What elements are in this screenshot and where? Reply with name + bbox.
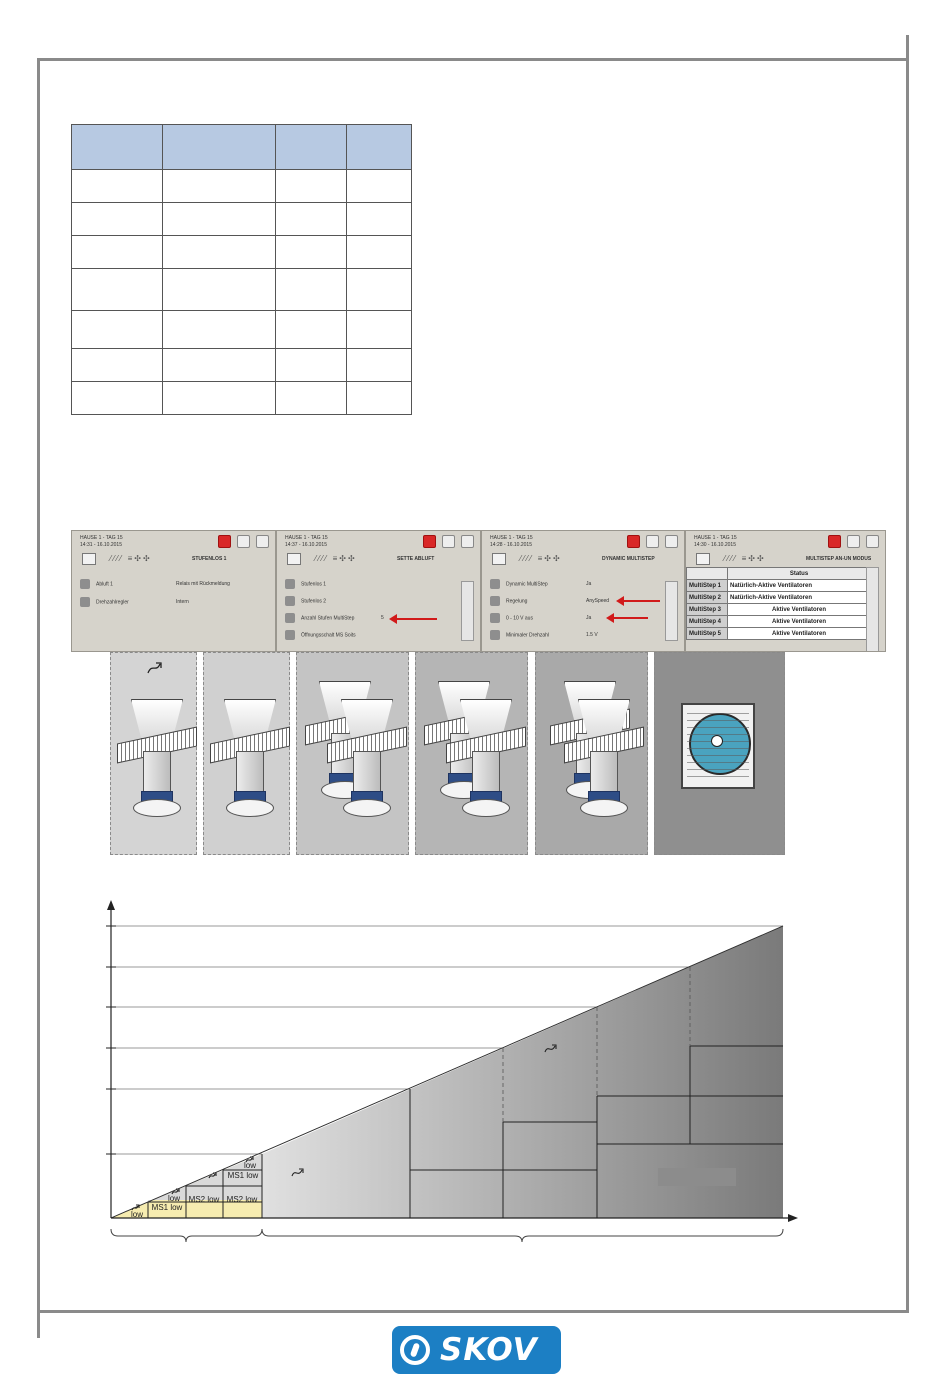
logo-mark-icon — [400, 1335, 430, 1365]
screen-title: SETTE ABLUFT — [397, 556, 435, 562]
gray-label-box — [658, 1168, 736, 1186]
multistep-status: Aktive Ventilatoren — [728, 616, 871, 628]
screen-datetime: 14:30 - 16.10.2015 — [694, 542, 736, 548]
multistep-label: MultiStep 5 — [687, 628, 728, 640]
setting-label: Stufenlos 1 — [301, 581, 327, 588]
multistep-label: MultiStep 1 — [687, 580, 728, 592]
multistep-label: MultiStep 4 — [687, 616, 728, 628]
screen-house-label: HAUSE 1 - TAG 15 — [80, 535, 123, 541]
toolbar-icons: ⁄⁄⁄⁄ ≡✣✣ — [315, 554, 357, 563]
toolbar-icons: ⁄⁄⁄⁄ ≡✣✣ — [520, 554, 562, 563]
screen-title: STUFENLOS 1 — [192, 556, 227, 562]
low-range-brace — [111, 1229, 262, 1242]
block-label: low — [130, 1210, 144, 1219]
multistep-label: MultiStep 2 — [687, 592, 728, 604]
setting-value: Intern — [176, 599, 189, 605]
setting-label: Abluft 1 — [96, 581, 113, 588]
y-axis-arrow — [107, 900, 115, 910]
block-label: MS2 low — [226, 1195, 258, 1204]
multistep-status: Natürlich-Aktive Ventilatoren — [728, 580, 871, 592]
setting-value: 5 — [381, 615, 384, 621]
setting-label: Stufenlos 2 — [301, 598, 327, 605]
block-label: MS1 low — [151, 1203, 183, 1212]
screen-title: MULTISTEP AN-UN MODUS — [806, 556, 872, 562]
setting-label: Anzahl Stufen MultiStep — [301, 615, 355, 622]
status-header: Status — [728, 568, 871, 580]
block-label: MS1 low — [227, 1171, 259, 1180]
setting-value: Relais mit Rückmeldung — [176, 581, 230, 587]
setting-value: Ja — [586, 581, 592, 587]
screen-house-label: HAUSE 1 - TAG 15 — [285, 535, 328, 541]
setting-value: AnySpeed — [586, 598, 610, 604]
setting-label: Öffnungsschalt MS Soits — [301, 632, 356, 639]
x-axis-arrow — [788, 1214, 798, 1222]
multistep-label: MultiStep 3 — [687, 604, 728, 616]
multistep-status: Aktive Ventilatoren — [728, 628, 871, 640]
block-label: low — [167, 1194, 181, 1203]
logo-text: SKOV — [440, 1332, 538, 1368]
multistep-status: Natürlich-Aktive Ventilatoren — [728, 592, 871, 604]
toolbar-icons: ⁄⁄⁄⁄ ≡✣✣ — [724, 554, 766, 563]
setting-label: Drehzahlregler — [96, 599, 129, 606]
setting-value: 1.5 V — [586, 632, 598, 638]
setting-label: 0 - 10 V aus — [506, 615, 533, 622]
screen-datetime: 14:28 - 16.10.2015 — [490, 542, 532, 548]
range-braces — [111, 1229, 783, 1242]
block-label: low — [243, 1161, 257, 1170]
screen-title: DYNAMIC MULTISTEP — [602, 556, 655, 562]
multistep-status: Aktive Ventilatoren — [728, 604, 871, 616]
setting-label: Regelung — [506, 598, 528, 605]
setting-label: Dynamic MultiStep — [506, 581, 548, 588]
screen-house-label: HAUSE 1 - TAG 15 — [490, 535, 533, 541]
setting-value: Ja — [586, 615, 592, 621]
screen-house-label: HAUSE 1 - TAG 15 — [694, 535, 737, 541]
screen-datetime: 14:31 - 16.10.2015 — [80, 542, 122, 548]
setting-label: Minimaler Drehzahl — [506, 632, 550, 639]
high-range-brace — [262, 1229, 783, 1242]
toolbar-icons: ⁄⁄⁄⁄ ≡✣✣ — [110, 554, 152, 563]
screen-datetime: 14:37 - 16.10.2015 — [285, 542, 327, 548]
skov-logo — [392, 1326, 561, 1374]
block-label: MS2 low — [188, 1195, 220, 1204]
